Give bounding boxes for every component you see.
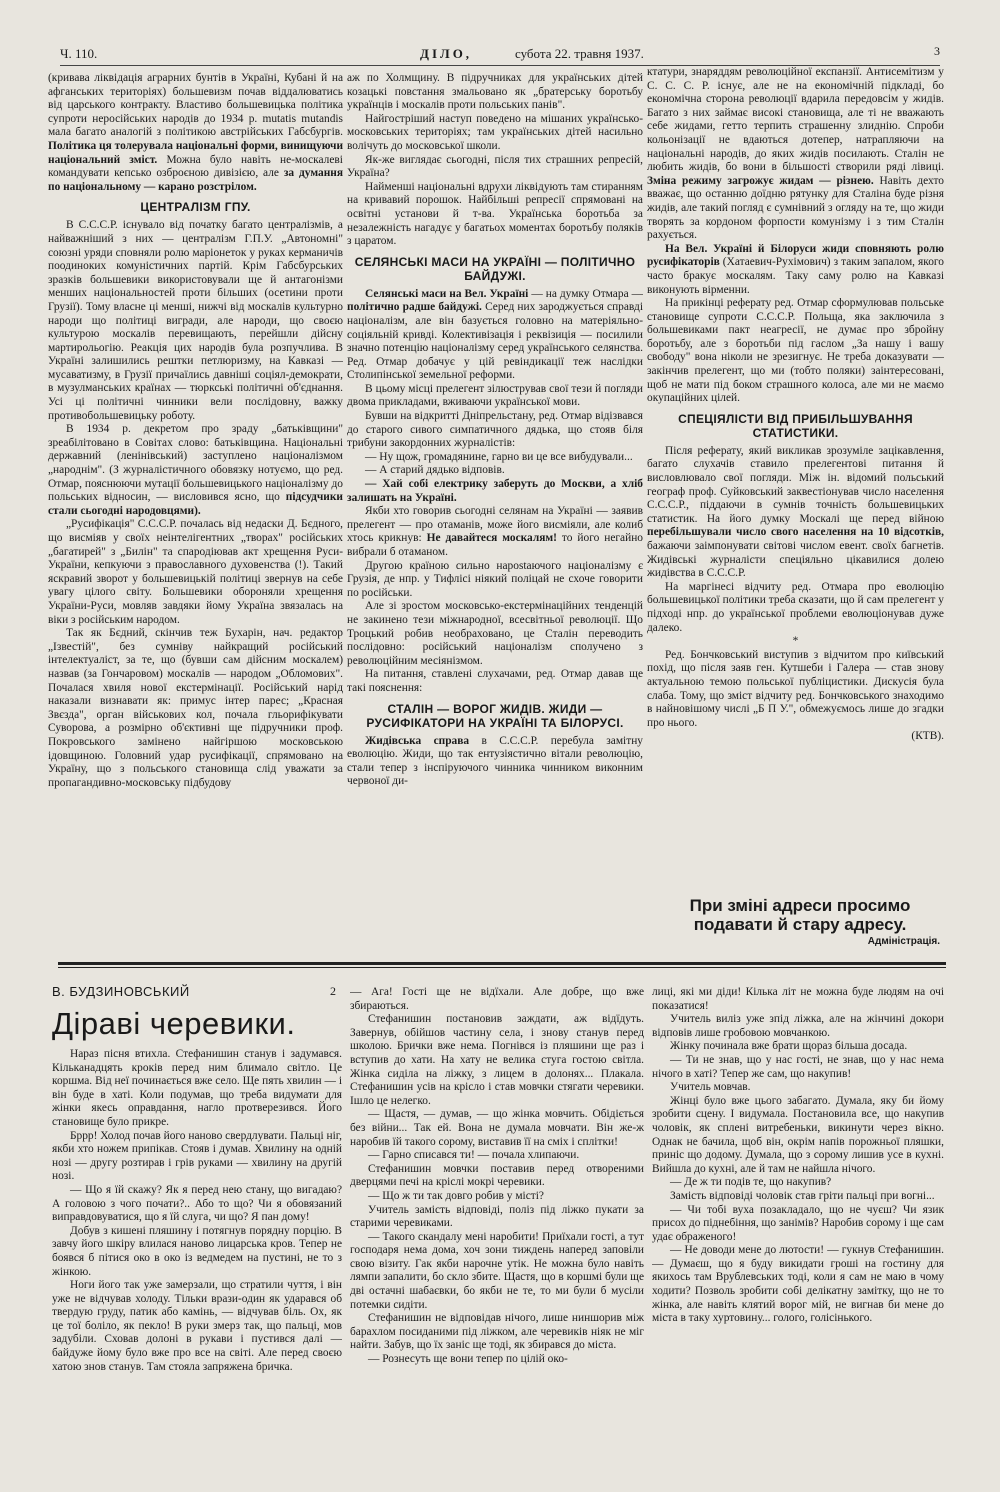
story-paragraph: — Що ж ти так довго робив у місті? — [368, 1189, 544, 1202]
paragraph: На Вел. Україні й Білоруси жиди сповняють ролю русифікаторів (Хатаевич-Рухімович) з таким запалом, якого часто бракує москалям. Таку саму ролю на Кавказі виконують вірменни. — [647, 242, 944, 296]
masthead — [60, 44, 940, 66]
paragraph: (кривава ліквідація аграрних бунтів в Україні, Кубані й на афганських територіях) большевизм почав віддалюватись від царського контракту. Властиво большевицька політика супроти неросійських народів до 1934 р. mutatis mutandis мала багато аналогій з політикою австрійських Габсбургів. Політика ця толерувала національні форми, винищуючи національний зміст. Можна було навіть не-москалеві командувати кепсько озброєною дивізією, але за думання по національному — карано розстрілом. — [48, 72, 343, 193]
story-paragraph: — Щастя, — думав, — що жінка мовчить. Обідіється без війни... Так ей. Вона не думала мовчати. Він же-ж наробив їй такого сорому, виставив її на сміх і сплітки! — [350, 1108, 644, 1148]
paragraph: Після реферату, який викликав зрозуміле зацікавлення, багато слухачів ставило прелегентові питання й висловлювало свої погляди. Між ін. відомий польський географ проф. Суйковський заквестіонував число населення С.С.С.Р., піддаючи в сумнів точність большевицьких статистик. На його думку Москалі ще перед війною перебільшували число свого населення на 10 відсотків, бажаючи заімпонувати світові числом евент. своїх багнетів. Жидівські журналісти спеціяльно цікавилися долею жидівства в С.С.С.Р. — [647, 444, 944, 580]
paragraph: ктатури, знаряддям революційної експанзії. Антисемітизм у С. С. С. Р. існує, але не на економічній підкладі, бо економічна сторона революції вдарила передовсім у жидів. Багато з них займає високі становища, але ті не вважають себе жидами, гетто терпить страшенну злиднію. Спроби кольонізації не вдаються дотепер, натрапляючи на національні народів, до яких жидів посилають. Сталін не любить жидів, бо вони в більшості створили ряді лівиці. Зміна режиму загрожує жидам — різнею. Навіть дехто вважає, що останню доїдню рятунку для Сталіна буде різня жидів, але такий погляд є сумнівний з огляду на те, що жиди творять за кордоном форпости комунізму і з тим Сталін рахується. — [647, 66, 944, 242]
section-heading: СТАЛІН — ВОРОГ ЖИДІВ. ЖИДИ — РУСИФІКАТОРИ НА УКРАЇНІ ТА БІЛОРУСІ. — [366, 701, 624, 730]
paragraph: На прикінці реферату ред. Отмар сформулював польське становище супроти С.С.С.Р. Польща, яка заключила з большевиками пакт неагресії, не думає про збройну боротьбу, але з боротьби під гаслом „За нашу і вашу свободу" вона ніколи не зрезигнує. Не треба доказувати — закінчив прелегент, що ми (тобто поляки) заінтересовані, щоб не мати під боком страшного колоса, але ми не маємо окупаційних цілей. — [647, 297, 944, 405]
story-paragraph: Замість відповіді чоловік став гріти пальці при вогні... — [670, 1189, 935, 1202]
story-paragraph: — Ти не знав, що у нас гості, не знав, що у нас нема нічого в хаті? Тепер же сам, що накупив! — [652, 1053, 944, 1080]
story-paragraph: Бррр! Холод почав його наново свердлувати. Пальці ніг, якби хто ножем припікав. Стояв і думав. Хвилину на одній нозі — другу розтирав і грів руками — хвилину на другій нозі. — [52, 1129, 342, 1183]
story-paragraph: Стефанишин мовчки поставив перед отвореними дверцями печі на кріслі мокрі черевики. — [350, 1162, 644, 1189]
story-author: В. БУДЗИНОВСЬКИЙ — [52, 984, 190, 999]
paragraph: На питання, ставлені слухачами, ред. Отмар давав ще такі пояснення: — [347, 668, 643, 694]
section-heading: ЦЕНТРАЛІЗМ ГПУ. — [140, 200, 251, 215]
story-paragraph: — Де ж ти подів те, що накупив? — [670, 1176, 832, 1189]
story-paragraph: — Такого скандалу мені наробити! Приїхали гості, а тут господаря нема дома, хоч зони тиждень наперед заповіли свою візиту. Гак якби нарочне утік. Не можна було навіть лямпи запалити, бо скло збите. Щастя, що в коршмі були ще дві остачні шабаєвки, бо якби не те, то ми були б мусіли потемки сидіти. — [350, 1230, 644, 1311]
paragraph: Найменші національні вдрухи ліквідують там стиранням на кривавий порошок. Найбільші репресії спрямовані на освітні установи й т-ва. Українська боротьба за незалежність нагадує у багатьох моментах боротьбу поляків з царатом. — [347, 180, 643, 248]
story-paragraph: Жінці було вже цього забагато. Думала, яку би йому зробити сцену. І видумала. Постановила все, що накупив чоловік, як сплені витребеньки, викинути через вікно. Однак не бачила, щоб він, окрім напів порожньої пляшки, приніс що додому. Думала, що з сорому лишив усе в кухні. Вийшла до кухні, але й там не найшла нічого. — [652, 1094, 944, 1175]
paragraph: Бувши на відкритті Дніпрельстану, ред. Отмар відізвався до старого сивого симпатичного дядька, що стояв біля трибуни закордонних журналістів: — [347, 410, 643, 450]
signature: (КТВ). — [911, 730, 944, 743]
story-paragraph: — Що я їй скажу? Як я перед нею стану, що вигадаю? А головою з чого почати?.. Або то що? Чи я обовязаний виправдовуватися, що я їй слуга, чи що? Я пан дому! — [52, 1183, 342, 1224]
paragraph: Якби хто говорив сьогодні селянам на Україні — заявив прелегент — про отаманів, може його висміяли, але колиб хтось крикнув: Не давайтеся москалям! то його негайно вибрали б отаманом. — [347, 505, 643, 558]
address-notice — [660, 896, 940, 956]
story-paragraph: Жінку починала вже брати щораз більша досада. — [670, 1040, 908, 1053]
story-paragraph: — Чи тобі вуха позакладало, що не чуєш? Чи язик присох до піднебіння, що занімів? Наробив сорому і ще сам удає ображеного! — [652, 1203, 944, 1243]
story-column-3 — [652, 986, 944, 1466]
paragraph: На маргінесі відчиту ред. Отмара про еволюцію большевицької політики треба сказати, що й сам прелегент у підході нпр. до української проблеми еволюціонував дуже далеко. — [647, 580, 944, 634]
story-paragraph: лиці, які ми діди! Кілька літ не можна буде людям на очі показатися! — [652, 986, 944, 1012]
article-column-1 — [48, 72, 343, 972]
story-paragraph: Стефанишин не відповідав нічого, лише ниншорив між барахлом посиданими під ліжком, але черевиків ніяк не міг найти. Забув, що їх заніс ще тоді, як збирався до міста. — [350, 1312, 644, 1352]
story-column-1 — [52, 1048, 342, 1468]
story-paragraph: — Не доводи мене до лютости! — гукнув Стефанишин. — Думаєш, що я буду викидати гроші на гостину для якихось там Врублевських тоді, коли я сам не маю в чому ходити? Позволь зробити собі делікатну замітку, що не то жінка, але навіть клятий ворог мій, не вигнав би мене до міста в таку хуртовину... голого, голісінького. — [652, 1244, 944, 1325]
newspaper-title: ДІЛО, — [420, 46, 473, 61]
page-number: 3 — [934, 44, 940, 58]
separator-star: * — [792, 635, 799, 648]
notice-line-1: При зміні адреси просимо — [689, 896, 911, 915]
story-paragraph: — Рознесуть ще вони тепер по цілій око- — [368, 1353, 568, 1366]
paragraph: аж по Холмщину. В підручниках для українських дітей козацькі повстання змальовано як „братерську боротьбу українців і москалів проти польських панів". — [347, 72, 643, 112]
story-part-number: 2 — [330, 984, 336, 998]
paragraph: — А старий дядько відповів. — [365, 464, 505, 477]
paragraph: — Ну щож, громадянине, гарно ви це все вибудували... — [365, 450, 633, 463]
story-paragraph: Стефанишин постановив заждати, аж відїдуть. Завернув, обійшов частину села, і знову станув перед школою. Брички вже нема. Погнівся із пляшини ще раз і вступив до хати. На хату не велика стуга гостою світла. Жінка сиділа на ліжку, з лицем в долонях... Плакала. Стефанишин усів на крісло і став мовчки стягати черевики. Ішло це нелегко. — [350, 1013, 644, 1107]
issue-number: Ч. 110. — [60, 46, 98, 61]
notice-line-2: подавати й стару адресу. — [693, 915, 907, 934]
paragraph: Як-же виглядає сьогодні, після тих страшних репресій, Україна? — [347, 153, 643, 180]
paragraph: Найгостріший наступ поведено на мішаних українсько-московських територіях; там українських дітей насильно волічуть до московської школи. — [347, 112, 643, 152]
story-title: Діраві черевики. — [52, 1006, 296, 1041]
paragraph: Селянські маси на Вел. Україні — на думку Отмара — політично радше байдужі. Серед них зароджується справді націоналізм, але він базується головно на матеріяльно-соціяльній кривді. Колективізація і реквізиція — посилили значно потенцію націоналізму серед українського селянства. Ред. Отмар добачує у цій ревіндикації теж наслідки Столипінської земельної реформи. — [347, 287, 643, 382]
article-column-2 — [347, 72, 643, 962]
section-heading: СЕЛЯНСЬКІ МАСИ НА УКРАЇНІ — ПОЛІТИЧНО БАЙДУЖІ. — [354, 254, 636, 283]
story-paragraph: — Гарно списався ти! — почала хлипаючи. — [368, 1149, 580, 1162]
story-paragraph: Ноги його так уже замерзали, що стратили чуття, і він уже не відчував холоду. Тільки врази-один як ударався об твердую груду, патик або камінь, — відчував біль. Ох, як це тої боліло, як пекло! В руки змерз так, що пальці, мов задубіли. Сховав долоні в рукави і пустився далі — байдуже йому було вже про все на світі. Але перед своєю хатою знов станув. Там стояла запряжена бричка. — [52, 1279, 342, 1373]
paragraph: Другою країною сильно нарostаючого націоналізму є Грузія, де нпр. у Тифлісі ніякий поліцай не схоче говорити по російськи. — [347, 559, 643, 599]
article-column-3 — [647, 66, 944, 866]
story-paragraph: Добув з кишені пляшину і потягнув порядну порцію. В завчу його шкіру влилася наново лицарська кров. Тепер не боявся б пітися око в око із ведмедем на пустині, не то з жінкою. — [52, 1224, 342, 1278]
story-paragraph: — Ага! Гості ще не відїхали. Але добре, що вже збираються. — [350, 986, 644, 1012]
notice-signature: Адміністрація. — [867, 936, 940, 947]
paragraph: В 1934 р. декретом про зраду „батьківщини" зреабілітовано в Совітах слово: батьківщина. Національні державний (ленінівський) заступлено націоналізмом „народнім". (З журналістичного обовязку нотуємо, що ред. Отмар, пояснюючи мутації большевицького націоналізму до польських відносин, — висловився ясно, що підсудчики стали сьогодні народовцями). — [48, 423, 343, 517]
paragraph: „Русифікація" С.С.С.Р. почалась від недаски Д. Бєдного, що висміяв у своїх неінтелігентних „творах" російських „багатирей" з „Билін" та спародіював акт хрещення Руси-України, кепкуючи з православного духовенства (!). Такий яскравий зворот у большевицькій політиці звернув на себе увагу цілого світу. Большевики обороняли хрещення України-Руси, мовляв завдяки йому Україна звязалась на віки з російським народом. — [48, 518, 343, 626]
paragraph: В цьому місці прелегент зілюстрував свої тези й погляди двома прикладами, вживаючи української мови. — [347, 382, 643, 409]
story-paragraph: Учитель замість відповіді, поліз під ліжко пукати за старими черевиками. — [350, 1203, 644, 1230]
story-paragraph: Учитель виліз уже зпід ліжка, але на жінчині докори відповів лише гробовою мовчанкою. — [652, 1013, 944, 1039]
section-heading: СПЕЦІЯЛІСТИ ВІД ПРИБІЛЬШУВАННЯ СТАТИСТИКИ. — [678, 411, 913, 440]
issue-date: субота 22. травня 1937. — [515, 46, 644, 61]
story-column-2 — [350, 986, 644, 1466]
story-paragraph: Нараз пісня втихла. Стефанишин станув і задумався. Кільканадцять кроків перед ним блимало світло. Це коршма. Від неї починається вже село. Ще пять хвилин — і він буде в хаті. Коли подумав, що треба видумати для жінки якесь оправдання, нагло протверезився. Його становище було прикре. — [52, 1048, 342, 1128]
paragraph: Так як Бєдний, скінчив теж Бухарін, нач. редактор „Ізвестій", без сумніву найкращий російський інтелектуаліст, за те, що (бувши сам дійсним москалем) назвав (за Гончаровом) москалів — народом „Обломових". Почалася хвиля нової екстермінації. Російський нарід наказали визнавати як: примус інтер парес; „Красная Звєзда", орган військових кол, почала гльорифікувати Суворова, а розмірно об'єктивні ще підручники проф. Покровського замінено найгіршою московською ідовщиною. Головний удар русифікації, спрямовано на Україну, що з польського становища слід уважати за пропагандивно-московську підбудову — [48, 627, 343, 789]
paragraph: Ред. Бончковський виступив з відчитом про київський похід, що після заяв ген. Кутшеби і Галера — став знову актуальною темою польської публіцистики. Дискусія була слаба. Тому, що зміст відчиту ред. Бончковського знаходимо в найновішому числі „Б П У.", обмежуємось лише до згадки про нього. — [647, 648, 944, 729]
paragraph: Але зі зростом московсько-екстермінаційних тенденцій не закинено тези міжнародної, всесвітньої революції. Що Троцький робив необраховано, це Сталін переводить послідовно: російський націоналізм сполучено з революційним месіянізмом. — [347, 600, 643, 667]
paragraph: — Хай собі електрику заберуть до Москви, а хліб залишать на Україні. — [347, 478, 643, 504]
story-paragraph: Учитель мовчав. — [670, 1081, 751, 1094]
paragraph: В С.С.С.Р. існувало від початку багато централізмів, а найважніший з них — централізм Г.П.У. „Автономні" союзні уряди сповняли ролю маріонеток у руках керманичів поодиноких комуністичних партій. Крім Габсбурських зразків большевики використовували ще й антагонізми менших національностей проти більших (осетини проти Грузії). Тому власне ці менші, нижчі від москалів культурно народи що політиці вигради, але народи, що своєю культурою москалів перевищають, перейшли дійсну мартирольогію. Реакція цих народів була розпучлива. В Україні залишились рештки петлюризму, на Кавказі — мусаватизму, в Грузії причаїлись давніші соціял-демократи, в музулманських країнах — тюркські політичні об'єднання. Усі ці політичні чинники вели послідовну, важку противобольшевицьку роботу. — [48, 219, 343, 422]
paragraph: Жидівська справа в С.С.С.Р. перебула замітну еволюцію. Жиди, що так ентузіястично вітали революцію, стали тепер з інспіруючого чинника чинником виконним червоної ди- — [347, 734, 643, 788]
section-divider — [58, 962, 946, 968]
